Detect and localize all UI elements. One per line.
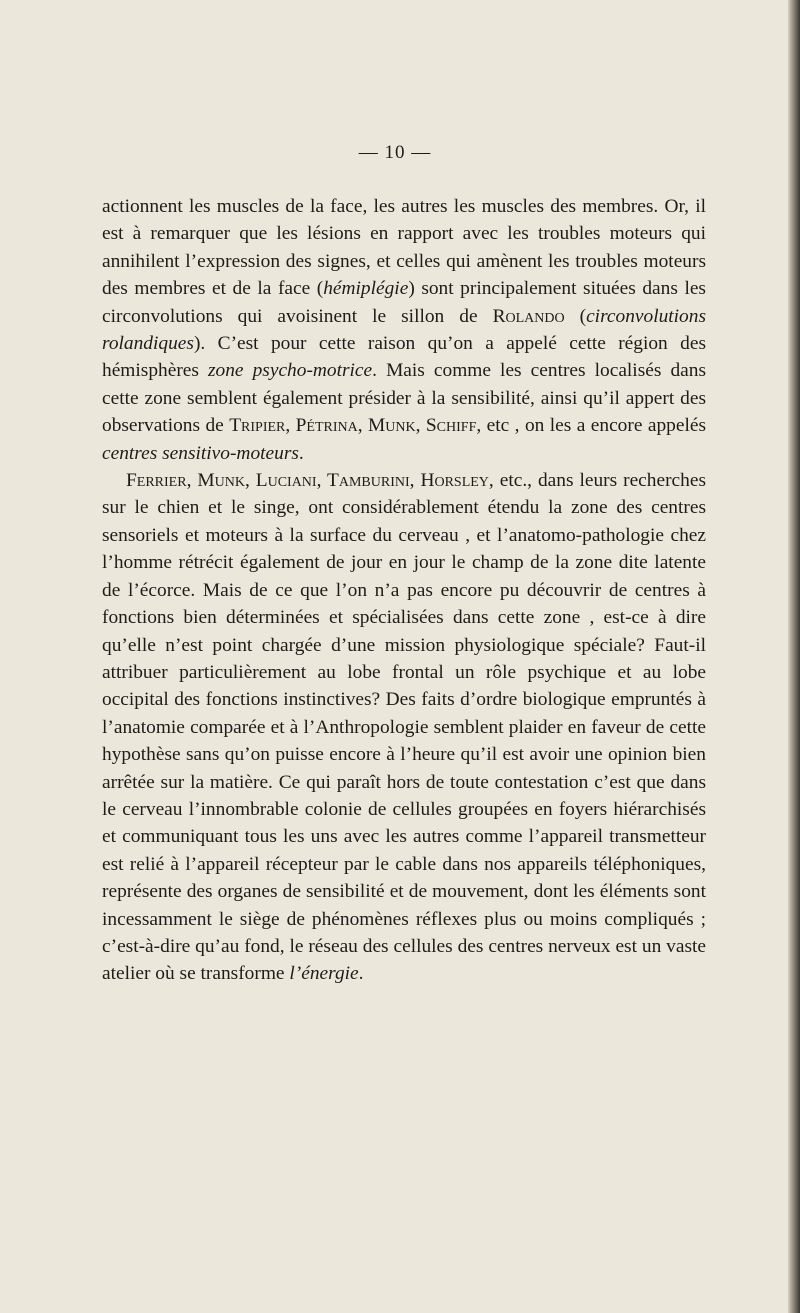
- text-run: . Mais comme les centres localisés dans cette zone semblent également présider à la sensibilité, ainsi qu’il appert des observations de: [102, 360, 707, 437]
- text-run: ). C’est pour cette raison qu’on a appelé cette région des hémisphères: [102, 333, 706, 382]
- text-run: ) sont principalement situées dans les circonvolutions qui avoisinent le sillon de: [102, 278, 706, 327]
- text-run: (: [564, 305, 587, 327]
- paragraph: [102, 467, 706, 988]
- text-run-italic: centres sensitivo-moteurs: [102, 442, 299, 464]
- paragraph: [102, 193, 706, 467]
- text-run-italic: hémiplégie: [323, 278, 409, 300]
- text-run: actionnent les muscles de la face, les autres les muscles des membres. Or, il est à remarquer que les lésions en rapport avec les troubles moteurs qui annihilent l’expression des signes, et celles qui amènent les troubles moteurs des membres et de la face (: [102, 196, 706, 300]
- page-number: — 10 —: [358, 142, 432, 163]
- text-run-italic: l’énergie: [289, 963, 359, 985]
- author-names: Ferrier, Munk, Luciani, Tamburini, Horsley: [126, 470, 489, 492]
- text-run: , etc , on les a encore appelés: [476, 415, 707, 437]
- author-names: Tripier, Pétrina, Munk, Schiff: [229, 415, 477, 437]
- text-run: , etc., dans leurs recherches sur le chien et le singe, ont considérablement étendu la zone des centres sensoriels et moteurs à la surface du cerveau , et l’anatomo-pathologie chez l’homme rétrécit également de jour en jour le champ de la zone dite latente de l’écorce. Mais de ce que l’on n’a pas encore pu découvrir de centres à fonctions bien déterminées et spécialisées dans cette zone , est-ce à dire qu’elle n’est point chargée d’une mission physiologique spéciale? Faut-il attribuer particulièrement au lobe frontal un rôle psychique et au lobe occipital des fonctions instinctives? Des faits d’ordre biologique empruntés à l’anatomie comparée et à l’Anthropologie semblent plaider en faveur de cette hypothèse sans qu’on puisse encore à l’heure qu’il est avoir une opinion bien arrêtée sur la matière. Ce qui paraît hors de toute contestation c’est que dans le cerveau l’innombrable colonie de cellules groupées en foyers hiérarchisés et communiquant tous les uns avec les autres comme l’appareil transmetteur est relié à l’appareil récepteur par le cable dans nos appareils téléphoniques, représente des organes de sensibilité et de mouvement, dont les éléments sont incessamment le siège de phénomènes réflexes plus ou moins compliqués ; c’est-à-dire qu’au fond, le réseau des cellules des centres nerveux est un vaste atelier où se transforme: [102, 470, 707, 985]
- text-run-italic: zone psycho-motrice: [208, 360, 373, 382]
- text-run: .: [358, 963, 364, 985]
- author-name: Rolando: [492, 305, 565, 327]
- body-text: [102, 193, 706, 988]
- text-run: .: [298, 442, 304, 464]
- text-run-italic: circonvolutions rolandiques: [102, 305, 706, 355]
- page-edge-shadow: [788, 0, 800, 1313]
